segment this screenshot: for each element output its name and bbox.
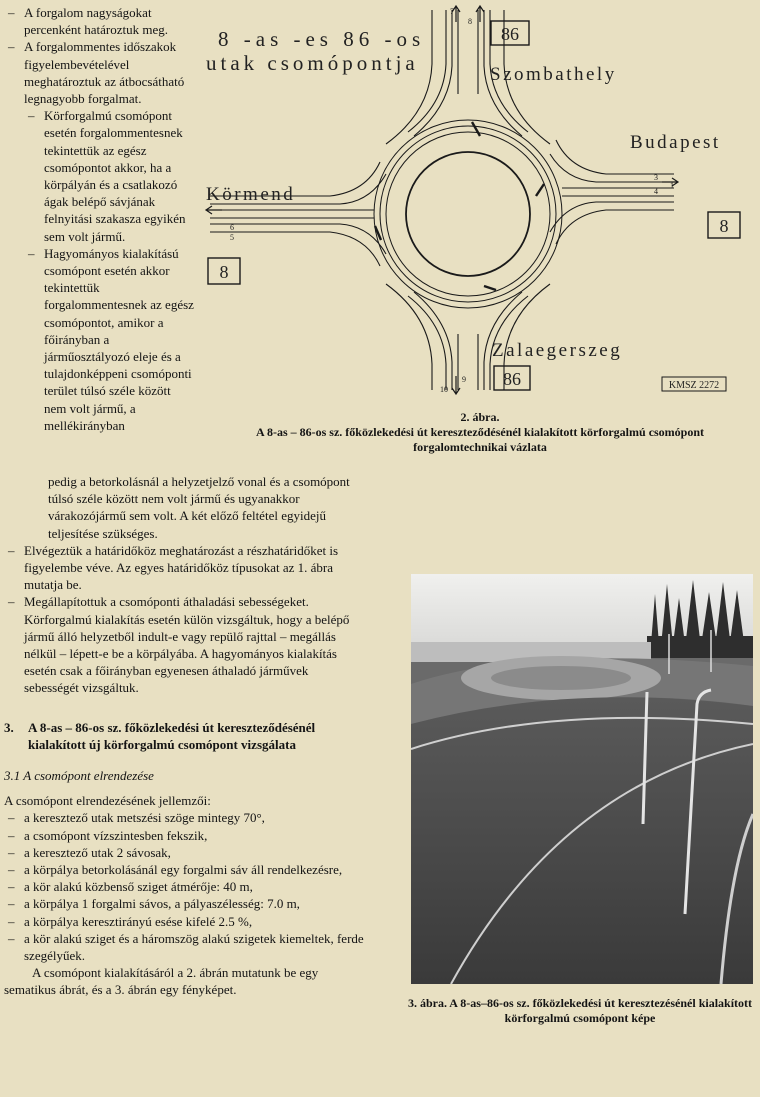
- route-sign-west: [208, 258, 240, 284]
- feature-text: a keresztező utak metszési szöge mintegy 70°,: [24, 810, 265, 826]
- route-sign-north: [491, 21, 529, 45]
- south-road: [386, 284, 550, 390]
- feature-item: [4, 861, 364, 878]
- sub-list: [4, 107, 196, 434]
- feature-item: [4, 844, 364, 861]
- list-item: [4, 4, 196, 38]
- roundabout-photo: [411, 574, 753, 984]
- central-island: [406, 152, 530, 276]
- lane-number: 4: [654, 187, 658, 196]
- lane-number: 3: [654, 173, 658, 182]
- sub-list-continuation: [4, 473, 364, 542]
- feature-text: a körpálya betorkolásánál egy forgalmi sáv áll rendelkezésre,: [24, 862, 343, 878]
- figure2-label: 2. ábra.: [460, 410, 500, 424]
- sub-list-item-text: Körforgalmú csomópont esetén forgalommentesnek tekintettük az egész csomópontot akkor, ha a körpályán és a csatlakozó ágak belépő sávjának felnyitási szakasza egyikén sem volt jármű.: [44, 108, 186, 244]
- route-sign-north-label: 86: [501, 24, 519, 44]
- route-sign-south-label: 86: [503, 369, 521, 389]
- feature-text: a körpálya 1 forgalmi sávos, a pályaszélesség: 7.0 m,: [24, 896, 300, 912]
- lane-number: 9: [462, 375, 466, 384]
- diagram-title-line1: 8 -as -es 86 -os: [218, 27, 426, 51]
- feature-item: [4, 895, 364, 912]
- ring-outer-edge: [374, 120, 562, 308]
- list-item: [4, 593, 364, 696]
- stamp: [662, 377, 726, 391]
- entry-bars: [375, 122, 544, 290]
- lane-number: 1: [670, 181, 674, 190]
- list-item-text: A forgalommentes időszakok figyelembevételével meghatároztuk az átbocsátható legnagyobb forgalmat.: [24, 39, 185, 107]
- route-sign-east-label: 8: [719, 216, 729, 236]
- label-south: Zalaegerszeg: [492, 340, 623, 361]
- feature-item: [4, 827, 364, 844]
- feature-text: a kör alakú sziget és a háromszög alakú szigetek kiemeltek, ferde szegélyűek.: [24, 930, 364, 964]
- sub-list-item: [28, 245, 196, 434]
- lane-number: 7: [450, 7, 454, 16]
- west-road: [210, 162, 386, 266]
- list-item-text: Megállapítottuk a csomóponti áthaladási sebességeket. Körforgalmú kialakítás esetén külön vizsgáltuk, hogy a belépő jármű álló helyzetből indult-e vagy repülő rajttal – megállás nélkül – lépett-e be a körpályába. A hagyományos kialakítás esetén csak a főirányban egyenesen áthaladó járművek sebességét vizsgáltuk.: [24, 594, 350, 696]
- lane-number: 10: [440, 385, 448, 394]
- section-number: 3.: [4, 719, 14, 735]
- figure2-caption: [220, 410, 740, 455]
- figure2-text: A 8-as – 86-os sz. főközlekedési út kereszteződésénél kialakított körforgalmú csomópont forgalomtechnikai vázlata: [255, 425, 705, 454]
- feature-text: a csomópont vízszintesben fekszik,: [24, 827, 208, 843]
- lane-number: 5: [230, 233, 234, 242]
- features-intro: A csomópont elrendezésének jellemzői:: [4, 793, 211, 809]
- figure3-caption: 3. ábra. A 8-as–86-os sz. főközlekedési út keresztezésénél kialakított körforgalmú csomópont képe: [407, 996, 753, 1025]
- sub-list-item: [28, 107, 196, 245]
- list-item-text: A forgalom nagyságokat percenként határoztuk meg.: [24, 5, 169, 38]
- route-sign-south: [494, 366, 530, 390]
- section-title: A 8-as – 86-os sz. főközlekedési út kereszteződésénél kialakított új körforgalmú csomópont vizsgálata: [28, 719, 316, 752]
- feature-text: a kör alakú közbenső sziget átmérője: 40 m,: [24, 879, 253, 895]
- diagram-title-line2: utak csomópontja: [206, 51, 419, 75]
- stamp-label: KMSZ 2272: [668, 380, 720, 391]
- left-column-upper: [4, 4, 196, 434]
- ring-inner-edge: [386, 132, 550, 296]
- left-column-lower: [4, 473, 364, 999]
- features-list: [4, 809, 364, 964]
- subsection-title: 3.1 A csomópont elrendezése: [4, 768, 154, 784]
- closing-paragraph: A csomópont kialakításáról a 2. ábrán mutatunk be egy sematikus ábrát, és a 3. ábrán egy fényképet.: [4, 965, 319, 998]
- list-item: [4, 542, 364, 594]
- route-sign-east: [708, 212, 740, 238]
- feature-item: [4, 930, 364, 964]
- list-item: [4, 38, 196, 107]
- photo-rendering: [411, 574, 753, 984]
- feature-text: a keresztező utak 2 sávosak,: [24, 844, 171, 860]
- lane-number: 8: [468, 17, 472, 26]
- list-item-text: Elvégeztük a határidőköz meghatározást a részhatáridőket is figyelembe véve. Az egyes határidőköz típusokat az 1. ábra mutatja be.: [24, 542, 339, 593]
- feature-item: [4, 809, 364, 826]
- route-sign-west-label: 8: [219, 262, 229, 282]
- sub-list-item-text: Hagyományos kialakítású csomópont esetén akkor tekintettük forgalommentesnek az egész csomópontot, amikor a főirányban a járműosztályozó eleje és a tulajdonképpeni csomóponti terület túlsó széle között nem volt jármű, a mellékirányban: [44, 245, 194, 433]
- approach-road: [411, 697, 753, 984]
- label-east: Budapest: [630, 132, 721, 153]
- lane-number: 6: [230, 223, 234, 232]
- section-heading: [4, 719, 364, 753]
- feature-item: [4, 913, 364, 930]
- label-north: Szombathely: [490, 64, 617, 85]
- label-west: Körmend: [206, 184, 296, 205]
- feature-item: [4, 878, 364, 895]
- roundabout-diagram: [200, 4, 756, 396]
- feature-text: a körpálya keresztirányú esése kifelé 2.5 %,: [24, 913, 253, 929]
- continuation-text: pedig a betorkolásnál a helyzetjelző vonal és a csomópont túlsó széle között nem volt jármű és ugyanakkor várakozójármű sem volt. A két előző feltétel egyidejű teljesítése szükséges.: [48, 474, 350, 541]
